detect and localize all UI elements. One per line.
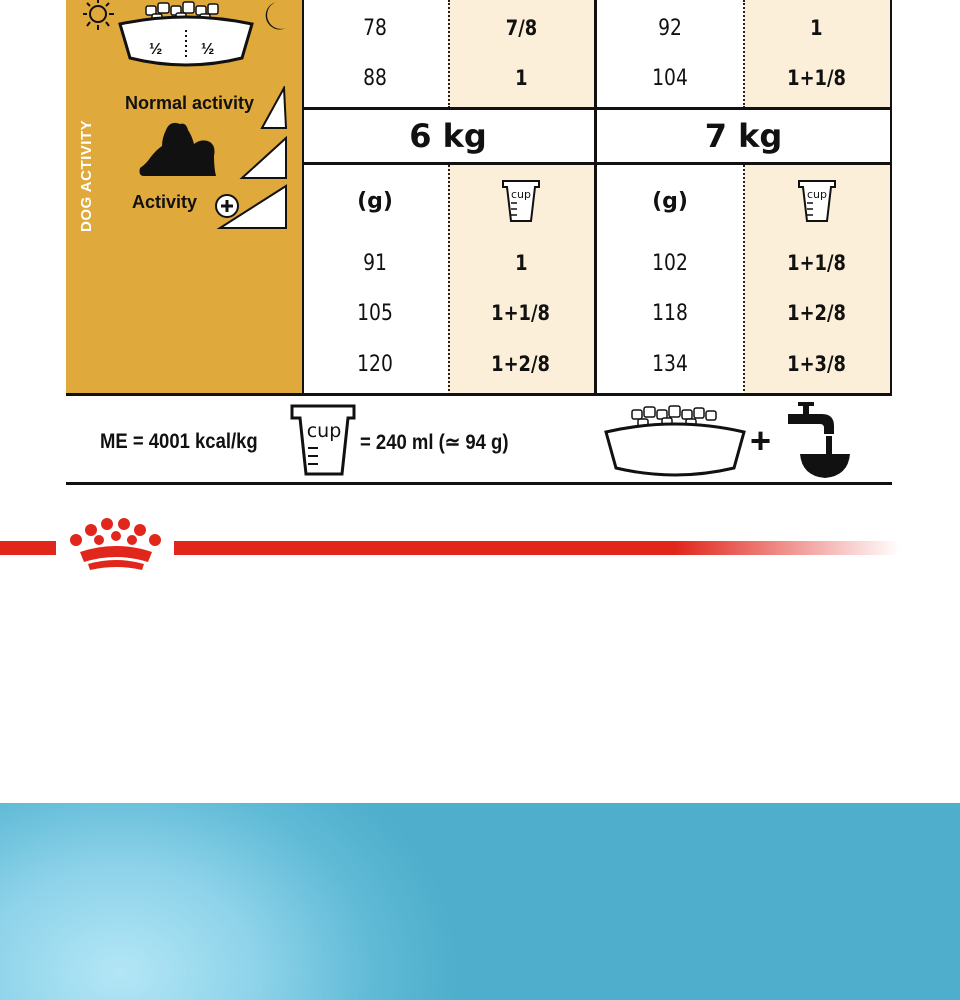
measuring-cup-icon (290, 404, 358, 476)
water-tap-icon (784, 400, 854, 482)
table-bottom-rule (66, 393, 892, 396)
top-row-1-g2: 92 (658, 15, 682, 41)
row-3-cup1: 1+2/8 (491, 352, 551, 376)
top-row-2-g2: 104 (652, 65, 688, 91)
cup-icon (501, 179, 541, 223)
row-3-g2: 134 (652, 351, 688, 377)
header-6kg: 6 kg (409, 117, 487, 155)
metabolizable-energy-text: ME = 4001 kcal/kg (100, 430, 258, 453)
row-1-cup1: 1 (514, 251, 528, 275)
unit-grams-6kg: (g) (357, 188, 393, 214)
sun-icon (74, 0, 120, 40)
decorative-blue-gradient (0, 803, 960, 1000)
top-row-1-cup1: 7/8 (505, 16, 537, 40)
row-1-g2: 102 (652, 250, 688, 276)
row-3-g1: 120 (357, 351, 393, 377)
row-1-g1: 91 (363, 250, 387, 276)
moon-icon (256, 0, 290, 36)
row-2-g2: 118 (652, 300, 688, 326)
dog-activity-vertical-label: DOG ACTIVITY (78, 119, 95, 232)
row-2-g1: 105 (357, 300, 393, 326)
top-row-2-cup2: 1+1/8 (787, 66, 846, 90)
top-row-2-g1: 88 (363, 65, 387, 91)
cup-icon (797, 179, 837, 223)
cup-column-6kg (448, 178, 594, 224)
top-row-1-g1: 78 (363, 15, 387, 41)
activity-plus-label: Activity (132, 192, 198, 212)
header-7kg: 7 kg (704, 117, 783, 155)
normal-activity-label: Normal activity (125, 93, 255, 113)
row-2-cup2: 1+2/8 (787, 301, 846, 325)
dog-silhouette-icon (136, 120, 220, 180)
cup-icon-text: cup (510, 188, 532, 201)
row-1-cup2: 1+1/8 (787, 251, 846, 275)
top-row-1-cup2: 1 (810, 16, 823, 40)
half-left-label: ½ (149, 41, 163, 58)
top-row-2-cup1: 1 (514, 66, 528, 90)
measuring-cup-text: cup (306, 420, 342, 442)
cup-equivalence-text: = 240 ml (≃ 94 g) (360, 431, 509, 454)
food-bowl-icon (116, 0, 256, 70)
cup-icon-text: cup (806, 188, 827, 201)
plus-circle-icon (214, 193, 240, 219)
footer-bottom-rule (66, 482, 892, 485)
unit-grams-7kg: (g) (652, 188, 688, 214)
half-right-label: ½ (201, 41, 215, 58)
kibble-bowl-icon (602, 404, 748, 478)
feeding-table (302, 0, 892, 395)
row-2-cup1: 1+1/8 (491, 301, 551, 325)
plus-sign: + (750, 420, 772, 461)
royal-crown-logo-icon (66, 518, 166, 574)
row-3-cup2: 1+3/8 (787, 352, 846, 376)
cup-column-7kg (743, 178, 890, 224)
